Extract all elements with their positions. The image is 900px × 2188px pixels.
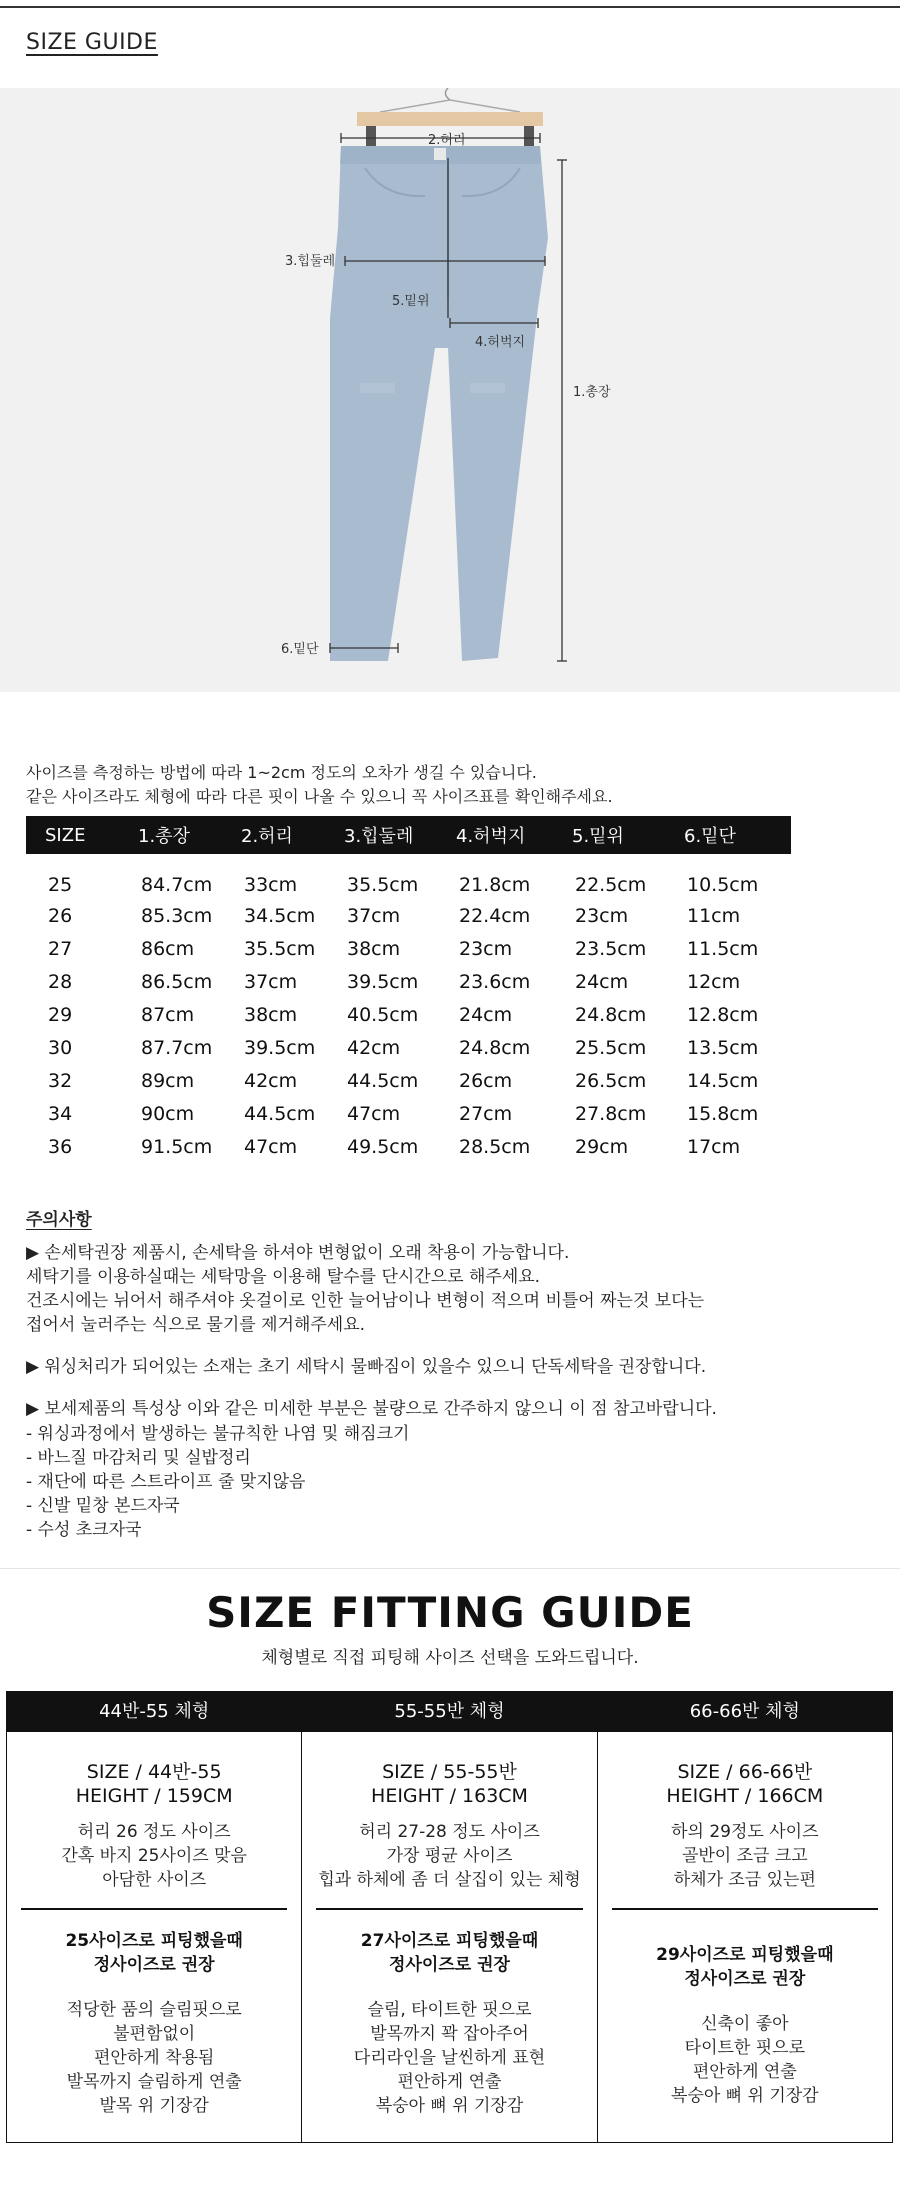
size-table-cell: 44.5cm (347, 1069, 419, 1092)
size-table-cell: 12.8cm (687, 1003, 759, 1026)
caution-line: - 바느질 마감처리 및 실밥정리 (26, 1448, 251, 1468)
size-table-cell: 85.3cm (141, 904, 213, 927)
size-table-cell: 29 (48, 1003, 73, 1026)
size-table-cell: 47cm (347, 1102, 401, 1125)
size-table-cell: 28 (48, 970, 73, 993)
point-line: 편안하게 연출 (397, 2072, 502, 2092)
size-table-cell: 42cm (244, 1069, 298, 1092)
point-line: 복숭아 뼈 위 기장감 (375, 2096, 524, 2116)
caution-line: - 재단에 따른 스트라이프 줄 맞지않음 (26, 1472, 306, 1492)
col-rise: 5.밑위 (553, 816, 665, 854)
col-thigh: 4.허벅지 (437, 816, 553, 854)
fitting-height: HEIGHT / 166CM (666, 1785, 824, 1807)
caution-line: ▶ 보세제품의 특성상 이와 같은 미세한 부분은 불량으로 간주하지 않으니 이 점 참고바랍니다. (26, 1399, 717, 1419)
rec-line: 정사이즈로 권장 (684, 1969, 806, 1989)
point-line: 편안하게 착용됨 (93, 2048, 215, 2068)
label-length: 1.총장 (573, 385, 611, 400)
point-line: 복숭아 뼈 위 기장감 (671, 2086, 819, 2106)
col-hem: 6.밑단 (665, 816, 791, 854)
size-table-cell: 33cm (244, 873, 298, 896)
size-table-cell: 44.5cm (244, 1102, 316, 1125)
fitting-height: HEIGHT / 163CM (371, 1785, 528, 1807)
size-table-cell: 86cm (141, 937, 195, 960)
col-size: SIZE (26, 816, 119, 854)
size-table-cell: 38cm (244, 1003, 298, 1026)
size-table-row (26, 998, 791, 1031)
size-table-cell: 90cm (141, 1102, 195, 1125)
fitting-table (6, 1691, 893, 2143)
size-table-cell: 23cm (459, 937, 513, 960)
size-table-cell: 25 (48, 873, 73, 896)
size-table-cell: 26cm (459, 1069, 513, 1092)
fitting-column-header: 55-55반 체형 (302, 1692, 596, 1732)
rec-line: 정사이즈로 권장 (389, 1955, 510, 1975)
note-line-2: 같은 사이즈라도 체형에 따라 다른 핏이 나올 수 있으니 꼭 사이즈표를 확인해주세요. (26, 787, 613, 806)
caution-title: 주의사항 (26, 1210, 92, 1230)
fitting-recommendation (598, 1943, 892, 1991)
size-table-cell: 38cm (347, 937, 401, 960)
point-line: 적당한 품의 슬림핏으로 (66, 2000, 242, 2020)
size-table-row (26, 965, 791, 998)
col-waist: 2.허리 (222, 816, 325, 854)
size-table-cell: 32 (48, 1069, 73, 1092)
size-table-cell: 12cm (687, 970, 741, 993)
point-line: 편안하게 연출 (692, 2062, 797, 2082)
caution-line: ▶ 워싱처리가 되어있는 소재는 초기 세탁시 물빠짐이 있을수 있으니 단독세탁을 권장합니다. (26, 1357, 707, 1377)
size-table-cell: 49.5cm (347, 1135, 419, 1158)
desc-line: 하의 29정도 사이즈 (671, 1822, 819, 1842)
fitting-subtitle: 체형별로 직접 피팅해 사이즈 선택을 도와드립니다. (261, 1648, 639, 1668)
size-table-cell: 22.5cm (575, 873, 647, 896)
fitting-title: SIZE FITTING GUIDE (206, 1588, 694, 1637)
point-line: 불편함없이 (113, 2024, 196, 2044)
fitting-points (598, 2012, 892, 2108)
caution-line: - 수성 초크자국 (26, 1520, 142, 1540)
fitting-description (7, 1820, 301, 1892)
size-table-cell: 21.8cm (459, 873, 531, 896)
size-table-cell: 23.6cm (459, 970, 531, 993)
size-table-cell: 23cm (575, 904, 629, 927)
label-rise: 5.밑위 (392, 294, 430, 309)
size-table-cell: 87cm (141, 1003, 195, 1026)
size-table-cell: 26 (48, 904, 73, 927)
point-line: 발목까지 슬림하게 연출 (66, 2072, 242, 2092)
size-table-cell: 28.5cm (459, 1135, 531, 1158)
fitting-column (302, 1692, 597, 2142)
fitting-description (598, 1820, 892, 1892)
size-table-row (26, 932, 791, 965)
col-length: 1.총장 (119, 816, 222, 854)
page-title: SIZE GUIDE (26, 30, 158, 55)
fitting-points (302, 1998, 596, 2118)
size-table-cell: 86.5cm (141, 970, 213, 993)
jeans-measurement-image (0, 88, 900, 692)
fitting-recommendation (7, 1929, 301, 1977)
size-table-cell: 27 (48, 937, 73, 960)
size-table-cell: 13.5cm (687, 1036, 759, 1059)
rec-line: 25사이즈로 피팅했을때 (65, 1931, 243, 1951)
caution-line: 접어서 눌러주는 식으로 물기를 제거해주세요. (26, 1315, 366, 1335)
caution-line: 세탁기를 이용하실때는 세탁망을 이용해 탈수를 단시간으로 해주세요. (26, 1267, 541, 1287)
jeans-icon (330, 146, 548, 661)
label-hem: 6.밑단 (281, 642, 319, 657)
top-divider (0, 6, 900, 8)
point-line: 신축이 좋아 (701, 2014, 789, 2034)
size-table-cell: 40.5cm (347, 1003, 419, 1026)
size-table-cell: 14.5cm (687, 1069, 759, 1092)
size-table-cell: 15.8cm (687, 1102, 759, 1125)
size-table-row (26, 1130, 791, 1163)
size-table-cell: 25.5cm (575, 1036, 647, 1059)
desc-line: 하체가 조금 있는편 (673, 1870, 816, 1890)
desc-line: 허리 26 정도 사이즈 (77, 1822, 231, 1842)
size-table-header-row (26, 816, 791, 854)
size-table-cell: 24cm (575, 970, 629, 993)
size-table-cell: 91.5cm (141, 1135, 213, 1158)
fitting-size-info (7, 1760, 301, 1808)
fitting-description (302, 1820, 596, 1892)
label-thigh: 4.허벅지 (475, 335, 526, 350)
size-table-cell: 24.8cm (459, 1036, 531, 1059)
section-divider (0, 1568, 900, 1569)
size-table-cell: 27.8cm (575, 1102, 647, 1125)
fitting-size-info (302, 1760, 596, 1808)
fitting-divider (612, 1908, 878, 1910)
rec-line: 29사이즈로 피팅했을때 (656, 1945, 834, 1965)
point-line: 슬림, 타이트한 핏으로 (367, 2000, 532, 2020)
caution-line: ▶ 손세탁권장 제품시, 손세탁을 하셔야 변형없이 오래 착용이 가능합니다. (26, 1243, 570, 1263)
size-table-cell: 35.5cm (244, 937, 316, 960)
label-hip: 3.힙둘레 (285, 254, 336, 269)
size-table-cell: 47cm (244, 1135, 298, 1158)
size-table-cell: 22.4cm (459, 904, 531, 927)
fitting-height: HEIGHT / 159CM (75, 1785, 233, 1807)
size-table-row (26, 1031, 791, 1064)
size-table-cell: 27cm (459, 1102, 513, 1125)
point-line: 발목까지 꽉 잡아주어 (370, 2024, 529, 2044)
size-table-cell: 11.5cm (687, 937, 759, 960)
size-table-cell: 37cm (347, 904, 401, 927)
desc-line: 골반이 조금 크고 (681, 1846, 808, 1866)
fitting-divider (316, 1908, 582, 1910)
note-line-1: 사이즈를 측정하는 방법에 따라 1~2cm 정도의 오차가 생길 수 있습니다. (26, 763, 537, 782)
fitting-recommendation (302, 1929, 596, 1977)
size-table-cell: 23.5cm (575, 937, 647, 960)
size-table-cell: 26.5cm (575, 1069, 647, 1092)
fitting-divider (21, 1908, 287, 1910)
fitting-column (7, 1692, 302, 2142)
size-table-cell: 89cm (141, 1069, 195, 1092)
size-table-row (26, 899, 791, 932)
fitting-column-header: 44반-55 체형 (7, 1692, 301, 1732)
desc-line: 힙과 하체에 좀 더 살집이 있는 체형 (318, 1870, 581, 1890)
caution-line: 건조시에는 뉘어서 해주셔야 옷걸이로 인한 늘어남이나 변형이 적으며 비틀어 짜는것 보다는 (26, 1291, 705, 1311)
size-table-row (26, 1064, 791, 1097)
size-table-cell: 36 (48, 1135, 73, 1158)
caution-line: - 워싱과정에서 발생하는 불규칙한 나염 및 해짐크기 (26, 1424, 410, 1444)
point-line: 발목 위 기장감 (99, 2096, 209, 2116)
size-table-cell: 34 (48, 1102, 73, 1125)
fitting-size-info (598, 1760, 892, 1808)
fitting-column-header: 66-66반 체형 (598, 1692, 892, 1732)
caution-line: - 신발 밑창 본드자국 (26, 1496, 180, 1516)
size-table-cell: 29cm (575, 1135, 629, 1158)
size-table-cell: 35.5cm (347, 873, 419, 896)
desc-line: 허리 27-28 정도 사이즈 (359, 1822, 540, 1842)
size-table-cell: 10.5cm (687, 873, 759, 896)
fitting-size: SIZE / 44반-55 (86, 1761, 222, 1783)
desc-line: 가장 평균 사이즈 (386, 1846, 513, 1866)
fitting-column (598, 1692, 892, 2142)
size-table-cell: 42cm (347, 1036, 401, 1059)
size-table-cell: 24.8cm (575, 1003, 647, 1026)
size-table-cell: 39.5cm (347, 970, 419, 993)
size-table-cell: 84.7cm (141, 873, 213, 896)
size-table-row (26, 1097, 791, 1130)
size-table (26, 816, 791, 1163)
size-table-cell: 11cm (687, 904, 741, 927)
fitting-size: SIZE / 55-55반 (382, 1761, 517, 1783)
size-table-cell: 37cm (244, 970, 298, 993)
col-hip: 3.힙둘레 (325, 816, 437, 854)
rec-line: 정사이즈로 권장 (93, 1955, 215, 1975)
rec-line: 27사이즈로 피팅했을때 (360, 1931, 539, 1951)
point-line: 다리라인을 날씬하게 표현 (353, 2048, 546, 2068)
size-table-cell: 39.5cm (244, 1036, 316, 1059)
size-table-row (26, 854, 791, 899)
fitting-size: SIZE / 66-66반 (677, 1761, 813, 1783)
size-table-cell: 30 (48, 1036, 73, 1059)
desc-line: 아담한 사이즈 (102, 1870, 207, 1890)
size-table-cell: 34.5cm (244, 904, 316, 927)
desc-line: 간혹 바지 25사이즈 맞음 (61, 1846, 247, 1866)
size-table-cell: 24cm (459, 1003, 513, 1026)
size-table-cell: 17cm (687, 1135, 741, 1158)
point-line: 타이트한 핏으로 (684, 2038, 805, 2058)
fitting-points (7, 1998, 301, 2118)
label-waist: 2.허리 (428, 133, 466, 148)
size-table-cell: 87.7cm (141, 1036, 213, 1059)
